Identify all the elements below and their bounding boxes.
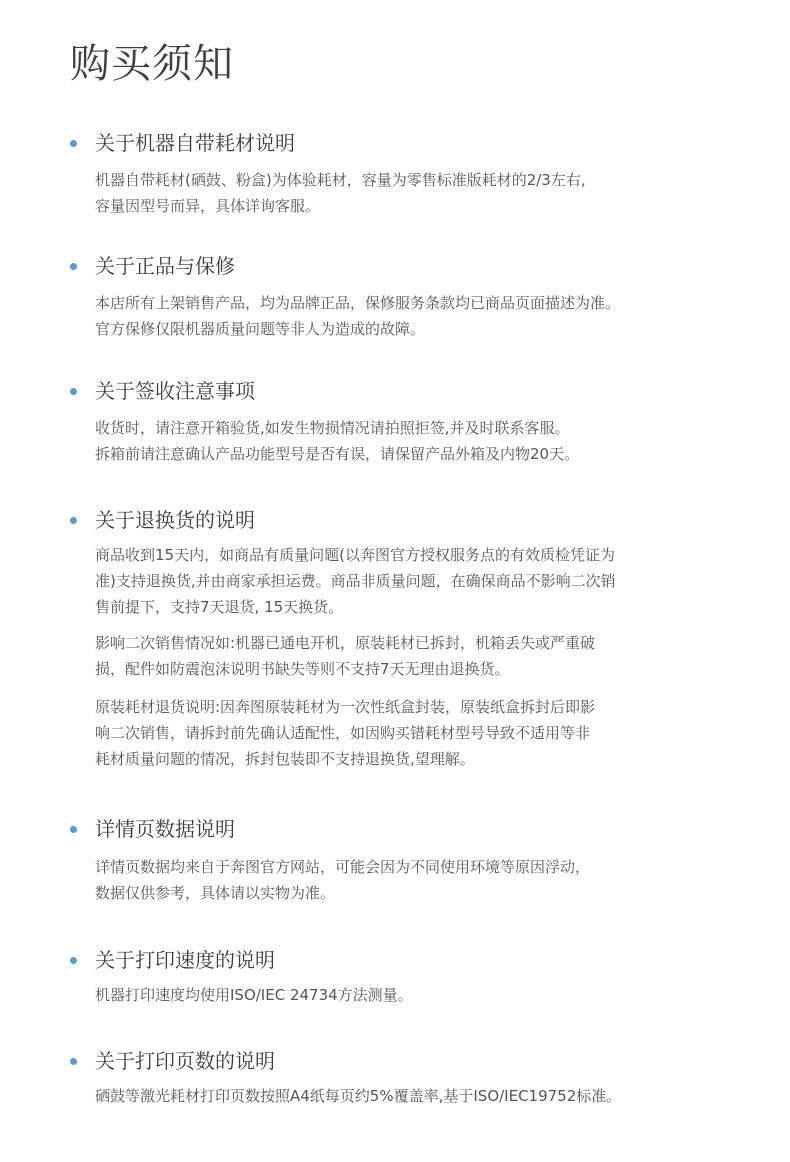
section-heading: 关于机器自带耗材说明 <box>95 131 295 155</box>
section-paragraph <box>95 694 755 772</box>
paragraph-line: 原装耗材退货说明:因奔图原装耗材为一次性纸盒封装，原装纸盒拆封后即影 <box>95 698 596 716</box>
bullet-dot-icon <box>70 140 77 147</box>
section-heading-row <box>70 814 235 844</box>
section-paragraph <box>95 630 755 682</box>
section-heading-row <box>70 251 235 281</box>
paragraph-line: 收货时，请注意开箱验货,如发生物损情况请拍照拒签,并及时联系客服。 <box>95 419 570 437</box>
bullet-dot-icon <box>70 263 77 270</box>
paragraph-line: 准)支持退换货,并由商家承担运费。商品非质量问题，在确保商品不影响二次销 <box>95 572 616 590</box>
section-heading-row <box>70 376 255 406</box>
section-heading-row <box>70 128 295 158</box>
paragraph-line: 影响二次销售情况如:机器已通电开机，原装耗材已拆封，机箱丢失或严重破 <box>95 634 596 652</box>
paragraph-line: 拆箱前请注意确认产品功能型号是否有误，请保留产品外箱及内物20天。 <box>95 445 580 463</box>
section-heading-row <box>70 505 255 535</box>
bullet-dot-icon <box>70 517 77 524</box>
paragraph-line: 售前提下，支持7天退货, 15天换货。 <box>95 598 344 616</box>
paragraph-line: 容量因型号而异，具体详询客服。 <box>95 197 321 215</box>
paragraph-line: 商品收到15天内，如商品有质量问题(以奔图官方授权服务点的有效质检凭证为 <box>95 546 615 564</box>
paragraph-line: 机器自带耗材(硒鼓、粉盒)为体验耗材，容量为零售标准版耗材的2/3左右, <box>95 171 586 189</box>
section-paragraph <box>95 1083 755 1109</box>
section-heading: 详情页数据说明 <box>95 817 235 841</box>
section-paragraph <box>95 854 755 906</box>
section-heading-row <box>70 1046 275 1076</box>
bullet-dot-icon <box>70 826 77 833</box>
section-heading: 关于退换货的说明 <box>95 508 255 532</box>
paragraph-line: 本店所有上架销售产品，均为品牌正品，保修服务条款均已商品页面描述为准。 <box>95 294 621 312</box>
bullet-dot-icon <box>70 1058 77 1065</box>
section-paragraph <box>95 290 755 342</box>
section-paragraph <box>95 542 755 620</box>
paragraph-line: 官方保修仅限机器质量问题等非人为造成的故障。 <box>95 320 426 338</box>
section-heading: 关于打印速度的说明 <box>95 948 275 972</box>
paragraph-line: 详情页数据均来自于奔图官方网站，可能会因为不同使用环境等原因浮动， <box>95 858 591 876</box>
paragraph-line: 耗材质量问题的情况，拆封包装即不支持退换货,望理解。 <box>95 750 475 768</box>
section-paragraph <box>95 415 755 467</box>
paragraph-line: 损，配件如防震泡沫说明书缺失等则不支持7天无理由退换货。 <box>95 660 510 678</box>
section-paragraph <box>95 167 755 219</box>
section-heading: 关于打印页数的说明 <box>95 1049 275 1073</box>
bullet-dot-icon <box>70 388 77 395</box>
page-title: 购买须知 <box>70 41 234 87</box>
bullet-dot-icon <box>70 957 77 964</box>
section-heading: 关于正品与保修 <box>95 254 235 278</box>
paragraph-line: 数据仅供参考，具体请以实物为准。 <box>95 884 336 902</box>
paragraph-line: 机器打印速度均使用ISO/IEC 24734方法测量。 <box>95 986 413 1004</box>
paragraph-line: 响二次销售，请拆封前先确认适配性，如因购买错耗材型号导致不适用等非 <box>95 724 591 742</box>
section-heading: 关于签收注意事项 <box>95 379 255 403</box>
section-paragraph <box>95 982 755 1008</box>
section-heading-row <box>70 945 275 975</box>
paragraph-line: 硒鼓等激光耗材打印页数按照A4纸每页约5%覆盖率,基于ISO/IEC19752标准。 <box>95 1087 622 1105</box>
